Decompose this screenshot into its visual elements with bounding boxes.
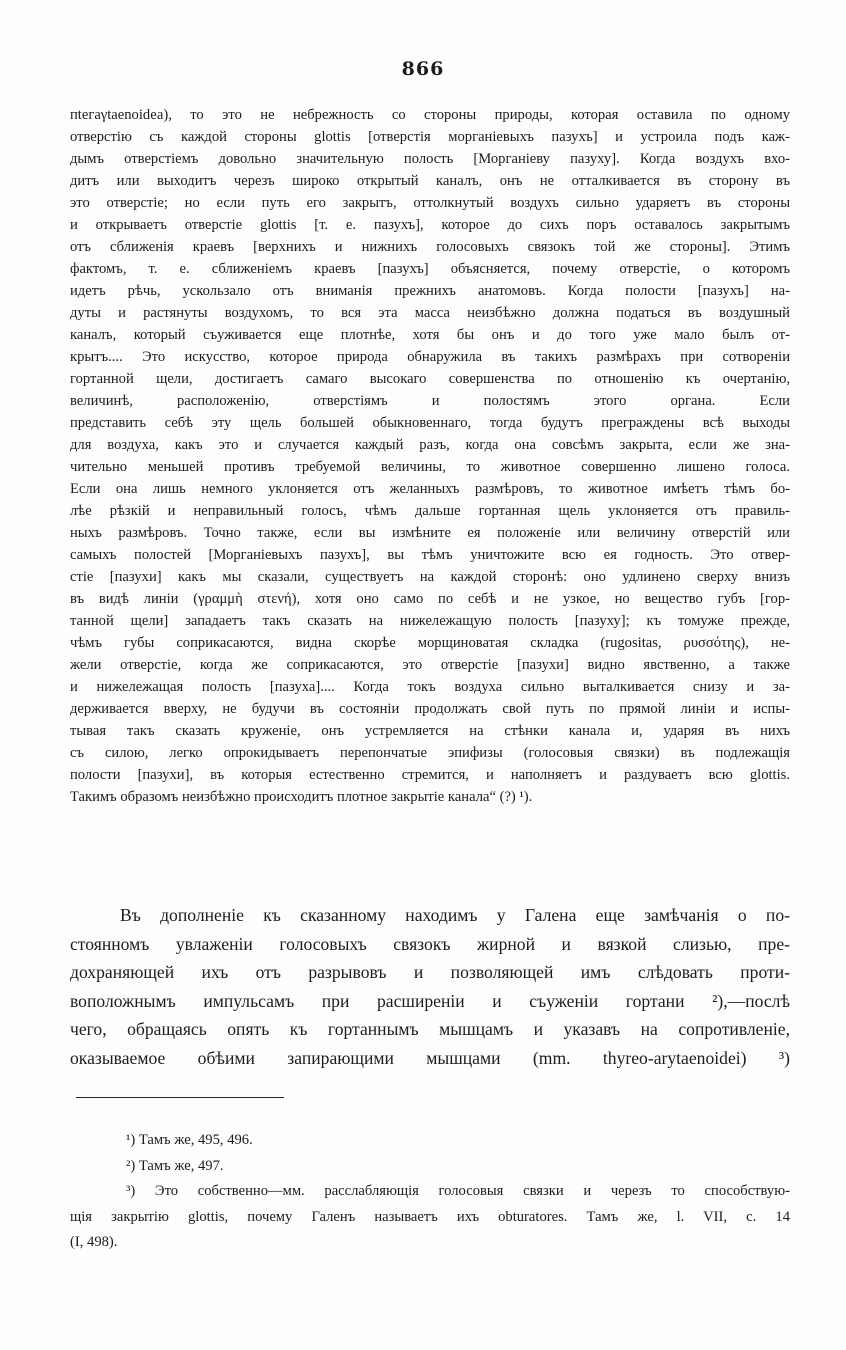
quote-line: Если она лишь немного уклоняется отъ желанныхъ размѣровъ, то животное имѣетъ тѣмъ бо- (70, 481, 790, 497)
main-line: дохраняющей ихъ отъ разрывовъ и позволяющей имъ слѣдовать проти- (70, 962, 790, 983)
quote-line: и нижележащая полость [пазуха].... Когда токъ воздуха сильно выталкивается снизу и за- (70, 679, 790, 695)
quote-line: пtегаγtаеnоіdеа), то это не небрежность со стороны природы, которая оставила по одному (70, 107, 790, 123)
quote-line: полости [пазухи], въ которыя естественно стремится, и наполняетъ и раздуваетъ всю glottis. (70, 767, 790, 783)
quote-line: чительно меньшей противъ требуемой величины, то животное совершенно лишено голоса. (70, 459, 790, 475)
quote-line: жели отверстіе, когда же соприкасаются, это отверстіе [пазухи] видно явственно, а также (70, 657, 790, 673)
quote-line: фактомъ, т. е. сближеніемъ краевъ [пазухъ] объясняется, почему отверстіе, о которомъ (70, 261, 790, 277)
quote-line: въ видѣ линіи (γραμμὴ στενή), хотя оно само по себѣ и не узкое, но вещество губъ [гор- (70, 591, 790, 607)
quote-line: это отверстіе; но если путь его закрытъ, оттолкнутый воздухъ сильно ударяетъ въ стороны (70, 195, 790, 211)
quote-line: чѣмъ губы соприкасаются, видна скорѣе морщиноватая складка (rugositas, ρυσσότης), не- (70, 635, 790, 651)
quote-line: съ силою, легко опрокидываетъ перепончатые эпифизы (голосовыя связки) въ подлежащія (70, 745, 790, 761)
main-line: воположнымъ импульсамъ при расширеніи и съуженіи гортани ²),—послѣ (70, 990, 790, 1011)
footnote-1: ¹) Тамъ же, 495, 496. (126, 1132, 253, 1148)
quote-line: тывая такъ сказать круженіе, онъ устремляется на стѣнки канала и, ударяя въ нихъ (70, 723, 790, 739)
footnote-divider (76, 1097, 284, 1098)
quote-line: каналъ, который съуживается еще плотнѣе, хотя бы онъ и до того уже мало былъ от- (70, 327, 790, 343)
main-line: чего, обращаясь опять къ гортаннымъ мышцамъ и указавъ на сопротивленіе, (70, 1019, 790, 1040)
quote-line: ныхъ размѣровъ. Точно также, если вы измѣните ея положеніе или величину отверстій или (70, 525, 790, 541)
footnote-3-continued: щія закрытію glottis, почему Галенъ называетъ ихъ obturatores. Тамъ же, l. VII, c. 14 (70, 1208, 790, 1225)
quote-line: для воздуха, какъ это и случается каждый разъ, когда она совсѣмъ закрыта, если же зна- (70, 437, 790, 453)
footnote-3: ³) Это собственно—мм. расслабляющія голосовыя связки и черезъ то способствую- (126, 1183, 790, 1199)
quote-line: Такимъ образомъ неизбѣжно происходитъ плотное закрытіе канала“ (?) ¹). (70, 789, 533, 805)
main-line: оказываемое обѣими запирающими мышцами (mm. thyreo-arytaenoidei) ³) (70, 1047, 790, 1068)
quote-line: танной щели] западаетъ такъ сказать на нижележащую полость [пазуху]; къ томуже прежде, (70, 613, 790, 629)
main-line: Въ дополненіе къ сказанному находимъ у Галена еще замѣчанія о по- (120, 905, 790, 925)
quote-line: самыхъ полостей [Морганіевыхъ пазухъ], вы тѣмъ уничтожите всю ея годность. Это отвер- (70, 547, 790, 563)
quote-line: дымъ отверстіемъ довольно значительную полость [Морганіеву пазуху]. Когда воздухъ вхо- (70, 151, 790, 167)
footnote-2: ²) Тамъ же, 497. (126, 1157, 224, 1174)
main-paragraph (70, 901, 790, 1073)
quote-line: держивается вверху, не будучи въ состояніи продолжать свой путь по прямой линіи и испы- (70, 701, 790, 717)
page-number: 866 (401, 58, 445, 80)
footnotes (70, 1128, 790, 1256)
quote-line: стіе [пазухи] какъ мы сказали, существуетъ на каждой сторонѣ: оно удлинено сверху внизъ (70, 569, 790, 585)
main-line: стоянномъ увлаженіи голосовыхъ связокъ жирной и вязкой слизью, пре- (70, 933, 790, 954)
quote-line: крытъ.... Это искусство, которое природа обнаружила въ такихъ размѣрахъ при сотвореніи (70, 349, 790, 365)
quote-line: дитъ или выходитъ черезъ широко открытый каналъ, онъ не отталкивается въ сторону въ (70, 173, 790, 189)
quote-line: отверстію съ каждой стороны glottis [отверстія морганіевыхъ пазухъ] и устроила подъ каж- (70, 129, 790, 145)
quote-line: отъ сближенія краевъ [верхнихъ и нижнихъ голосовыхъ связокъ той же стороны]. Этимъ (70, 239, 790, 255)
quote-line: и открываетъ отверстіе glottis [т. е. пазухъ], которое до сихъ поръ оставалось закрытымъ (70, 217, 790, 233)
quote-line: идетъ рѣчь, ускользало отъ вниманія прежнихъ анатомовъ. Когда полости [пазухъ] на- (70, 283, 790, 299)
quote-line: представить себѣ эту щель большей обыкновеннаго, тогда будутъ преграждены всѣ выходы (70, 415, 790, 431)
quoted-passage (70, 104, 790, 808)
quote-line: лѣе рѣзкій и неправильный голосъ, чѣмъ дальше гортанная щель уклоняется отъ правиль- (70, 503, 790, 519)
footnote-3-end: (I, 498). (70, 1234, 118, 1250)
quote-line: гортанной щели, достигаетъ самаго высокаго совершенства по отношенію къ очертанію, (70, 371, 790, 387)
quote-line: дуты и растянуты воздухомъ, то вся эта масса неизбѣжно должна податься въ воздушный (70, 305, 790, 321)
quote-line: величинѣ, расположенію, отверстіямъ и полостямъ этого органа. Если (70, 393, 790, 409)
